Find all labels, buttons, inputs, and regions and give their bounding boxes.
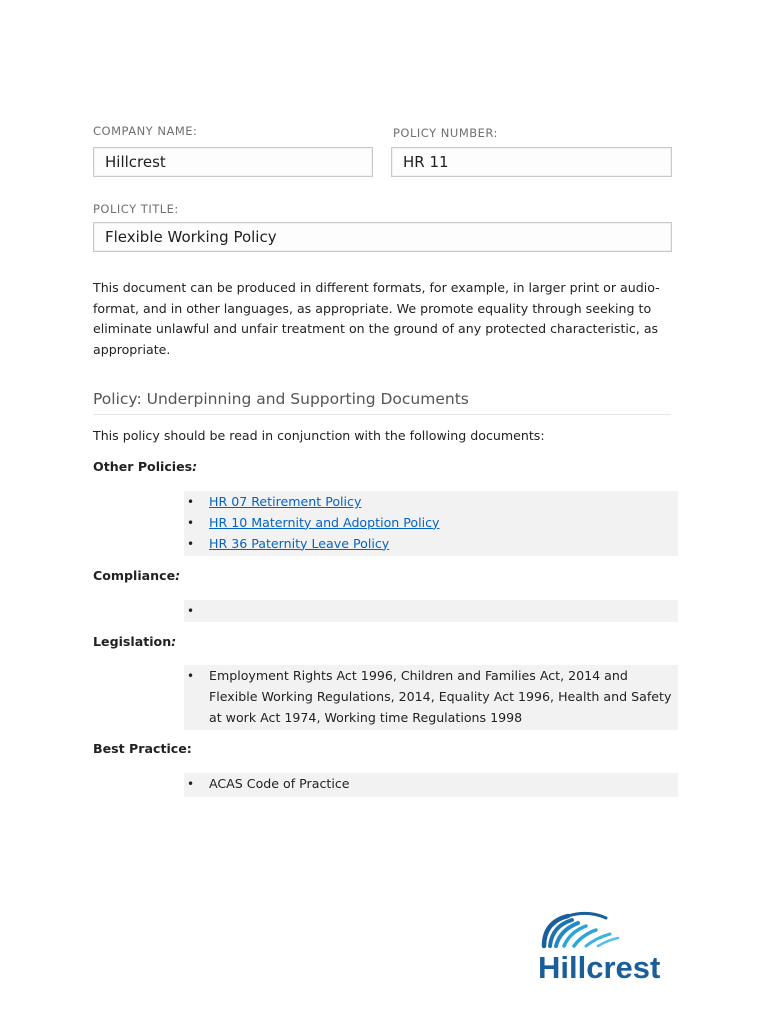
bullet-icon: • xyxy=(187,604,195,618)
compliance-box xyxy=(184,600,678,622)
list-item xyxy=(184,534,678,555)
hr10-link[interactable]: HR 10 Maternity and Adoption Policy xyxy=(209,514,440,530)
sunburst-icon xyxy=(544,913,618,946)
legislation-item: Employment Rights Act 1996, Children and Families Act, 2014 and Flexible Working Regulations, 2014, Equality Act 1996, Health and Safety at work Act 1974, Working time Regulations 1998 xyxy=(209,668,672,725)
bullet-icon: • xyxy=(187,495,195,509)
other-policies-label: Other Policies: xyxy=(93,459,198,474)
section-heading: Policy: Underpinning and Supporting Documents xyxy=(93,390,671,415)
intro-paragraph: This document can be produced in different formats, for example, in larger print or audio-format, and in other languages, as appropriate. We promote equality through seeking to eliminate unlawful and unfair treatment on the ground of any protected characteristic, as appropriate. xyxy=(93,280,660,357)
best-practice-label: Best Practice: xyxy=(93,741,192,756)
hr36-link[interactable]: HR 36 Paternity Leave Policy xyxy=(209,535,390,551)
company-name-label: COMPANY NAME: xyxy=(93,124,198,138)
legislation-box xyxy=(184,665,678,730)
compliance-label: Compliance: xyxy=(93,568,181,583)
best-practice-item: ACAS Code of Practice xyxy=(209,776,350,791)
list-item xyxy=(184,513,678,534)
policy-title-label: POLICY TITLE: xyxy=(93,202,179,216)
section-lead: This policy should be read in conjunction with the following documents: xyxy=(93,428,545,443)
list-item xyxy=(184,666,678,728)
bullet-icon: • xyxy=(187,777,195,791)
list-item xyxy=(184,492,678,513)
list-item xyxy=(184,774,678,795)
bullet-icon: • xyxy=(187,536,195,551)
policy-title-field[interactable]: Flexible Working Policy xyxy=(93,222,672,252)
hr07-link[interactable]: HR 07 Retirement Policy xyxy=(209,494,362,509)
policy-number-label: POLICY NUMBER: xyxy=(393,126,498,140)
company-name-field[interactable]: Hillcrest xyxy=(93,147,373,177)
other-policies-box xyxy=(184,491,678,556)
logo-wordmark: Hillcrest xyxy=(538,950,661,985)
best-practice-box xyxy=(184,773,678,797)
policy-number-field[interactable]: HR 11 xyxy=(391,147,672,177)
hillcrest-logo xyxy=(538,908,680,986)
legislation-label: Legislation: xyxy=(93,634,177,649)
bullet-icon: • xyxy=(187,669,195,683)
bullet-icon: • xyxy=(187,515,195,530)
